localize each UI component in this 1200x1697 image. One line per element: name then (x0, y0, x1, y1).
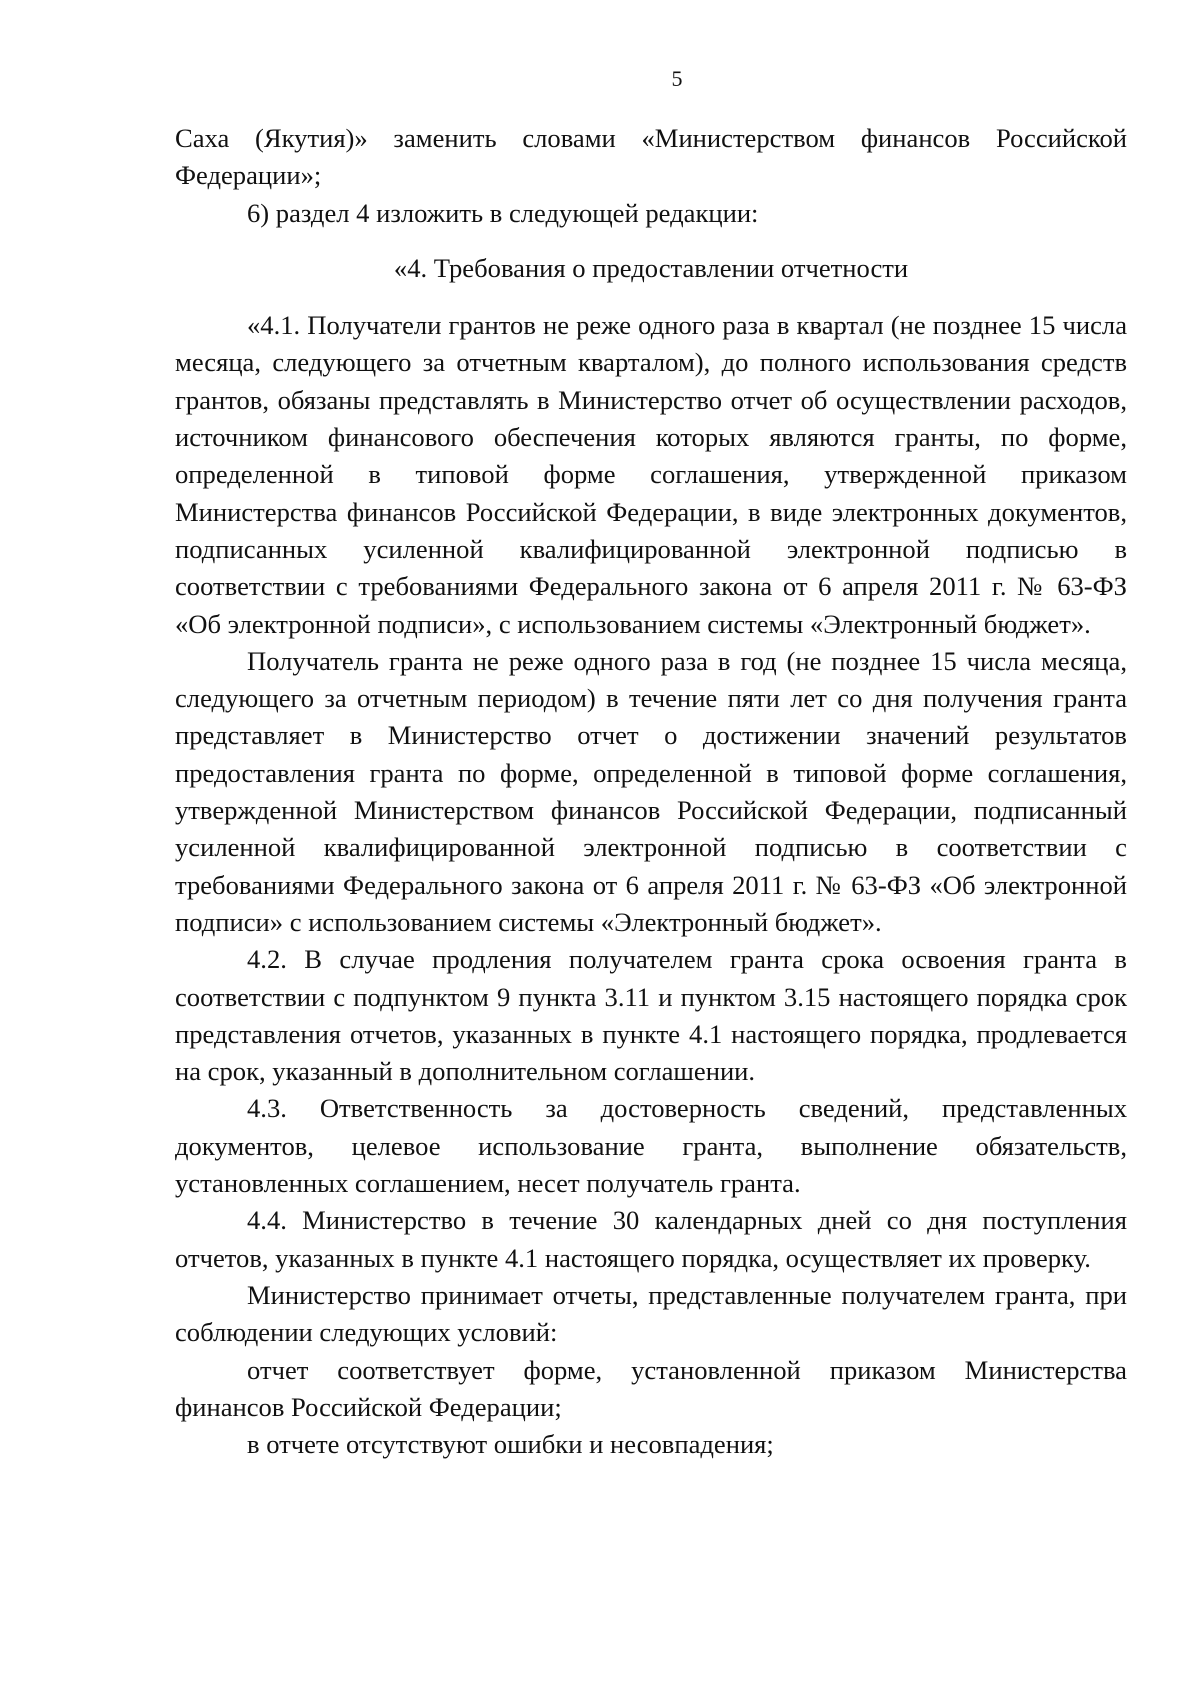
paragraph-item-6: 6) раздел 4 изложить в следующей редакции: (247, 197, 759, 228)
section-heading: «4. Требования о предоставлении отчетности (393, 252, 909, 283)
paragraph-4-1: «4.1. Получатели грантов не реже одного раза в квартал (не позднее 15 числа месяца, следующего за отчетным кварталом), до полного использования средств грантов, обязаны представлять в Министерство отчет об осуществлении расходов, источником финансового обеспечения которых являются гранты, по форме, определенной в типовой форме соглашения, утвержденной приказом Министерства финансов Российской Федерации, в виде электронных документов, подписанных усиленной квалифицированной электронной подписью в соответствии с требованиями Федерального закона от 6 апреля 2011 г. № 63-ФЗ «Об электронной подписи», с использованием системы «Электронный бюджет». (175, 310, 1127, 639)
page-number: 5 (671, 66, 683, 91)
paragraph-acceptance-conditions: Министерство принимает отчеты, представленные получателем гранта, при соблюдении следующих условий: (175, 1279, 1127, 1348)
paragraph-condition-form: отчет соответствует форме, установленной приказом Министерства финансов Российской Федерации; (175, 1354, 1127, 1422)
paragraph-4-4: 4.4. Министерство в течение 30 календарных дней со дня поступления отчетов, указанных в пункте 4.1 настоящего порядка, осуществляет их проверку. (175, 1205, 1127, 1273)
paragraph-annual-report: Получатель гранта не реже одного раза в год (не позднее 15 числа месяца, следующего за отчетным периодом) в течение пяти лет со дня получения гранта представляет в Министерство отчет о достижении значений результатов предоставления гранта по форме, определенной в типовой форме соглашения, утвержденной Министерством финансов Российской Федерации, подписанный усиленной квалифицированной электронной подписью в соответствии с требованиями Федерального закона от 6 апреля 2011 г. № 63-ФЗ «Об электронной подписи» с использованием системы «Электронный бюджет». (175, 645, 1127, 937)
paragraph-continuation: Саха (Якутия)» заменить словами «Министерством финансов Российской Федерации»; (175, 123, 1127, 191)
document-body (175, 120, 1127, 1463)
paragraph-4-3: 4.3. Ответственность за достоверность сведений, представленных документов, целевое использование гранта, выполнение обязательств, установленных соглашением, несет получатель гранта. (175, 1093, 1127, 1199)
paragraph-condition-errors: в отчете отсутствуют ошибки и несовпадения; (247, 1429, 774, 1460)
paragraph-4-2: 4.2. В случае продления получателем гранта срока освоения гранта в соответствии с подпунктом 9 пункта 3.11 и пунктом 3.15 настоящего порядка срок представления отчетов, указанных в пункте 4.1 настоящего порядка, продлевается на срок, указанный в дополнительном соглашении. (175, 944, 1127, 1087)
